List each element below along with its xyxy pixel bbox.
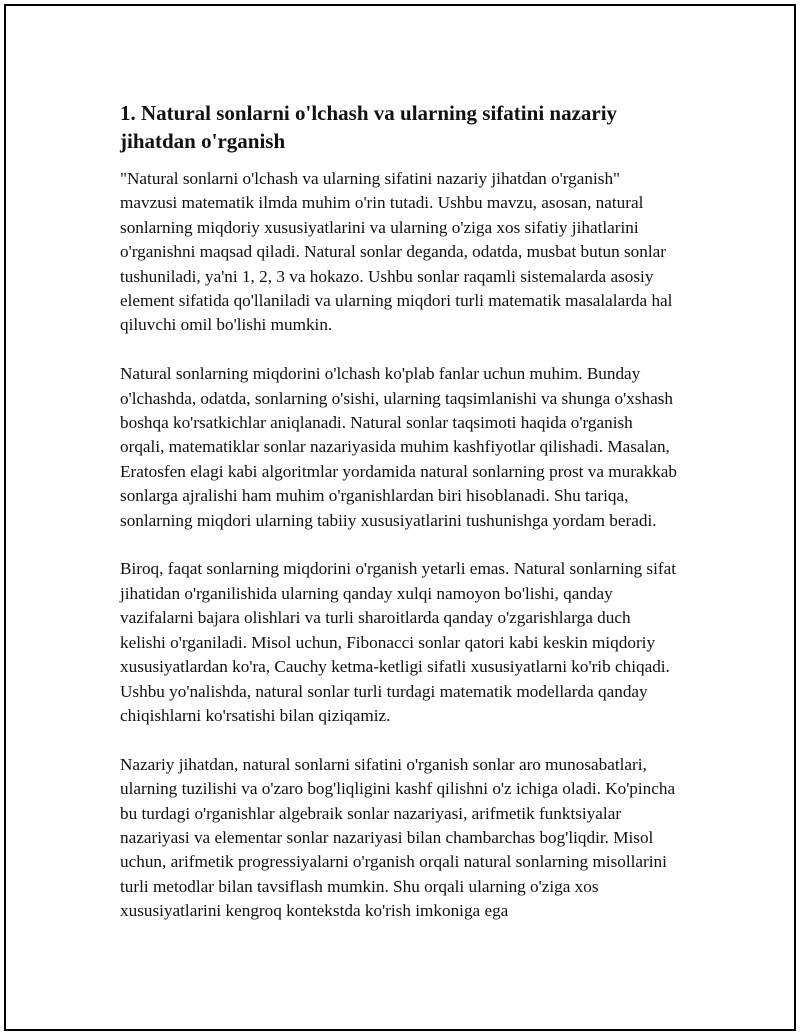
section-heading: 1. Natural sonlarni o'lchash va ularning sifatini nazariy jihatdan o'rganish [120, 101, 618, 153]
document-body [120, 99, 680, 948]
paragraph-4: Nazariy jihatdan, natural sonlarni sifatini o'rganish sonlar aro munosabatlari, ularning tuzilishi va o'zaro bog'liqligini kashf qilishni o'z ichiga oladi. Ko'pincha bu turdagi o'rganishlar algebraik sonlar nazariyasi, arifmetik funktsiyalar nazariyasi va elementar sonlar nazariyasi bilan chambarchas bog'liqdir. Misol uchun, arifmetik progressiyalarni o'rganish orqali natural sonlarning misollarini turli metodlar bilan tavsiflash mumkin. Shu orqali ularning o'ziga xos xususiyatlarini kengroq kontekstda ko'rish imkoniga ega [120, 754, 676, 921]
paragraph-3: Biroq, faqat sonlarning miqdorini o'rganish yetarli emas. Natural sonlarning sifat jihatidan o'rganilishida ularning qanday xulqi namoyon bo'lishi, qanday vazifalarni bajara olishlari va turli sharoitlarda qanday o'zgarishlarga duch kelishi o'rganiladi. Misol uchun, Fibonacci sonlar qatori kabi keskin miqdoriy xususiyatlardan ko'ra, Cauchy ketma-ketligi sifatli xususiyatlarni ko'rib chiqadi. Ushbu yo'nalishda, natural sonlar turli turdagi matematik modellarda qanday chiqishlarni ko'rsatishi bilan qiziqamiz. [120, 559, 677, 725]
paragraph-1: "Natural sonlarni o'lchash va ularning sifatini nazariy jihatdan o'rganish" mavzusi matematik ilmda muhim o'rin tutadi. Ushbu mavzu, asosan, natural sonlarning miqdoriy xususiyatlarini va ularning o'ziga xos sifatiy jihatlarini o'rganishni maqsad qiladi. Natural sonlar deganda, odatda, musbat butun sonlar tushuniladi, ya'ni 1, 2, 3 va hokazo. Ushbu sonlar raqamli sistemalarda asosiy element sifatida qo'llaniladi va ularning miqdori turli matematik masalalarda hal qiluvchi omil bo'lishi mumkin. [120, 169, 673, 335]
paragraph-2: Natural sonlarning miqdorini o'lchash ko'plab fanlar uchun muhim. Bunday o'lchashda, odatda, sonlarning o'sishi, ularning taqsimlanishi va shunga o'xshash boshqa ko'rsatkichlar aniqlanadi. Natural sonlar taqsimoti haqida o'rganish orqali, matematiklar sonlar nazariyasida muhim kashfiyotlar qilishadi. Masalan, Eratosfen elagi kabi algoritmlar yordamida natural sonlarning prost va murakkab sonlarga ajralishi ham muhim o'rganishlardan biri hisoblanadi. Shu tariqa, sonlarning miqdori ularning tabiiy xususiyatlarini tushunishga yordam beradi. [120, 364, 677, 530]
document-page [4, 4, 796, 1031]
